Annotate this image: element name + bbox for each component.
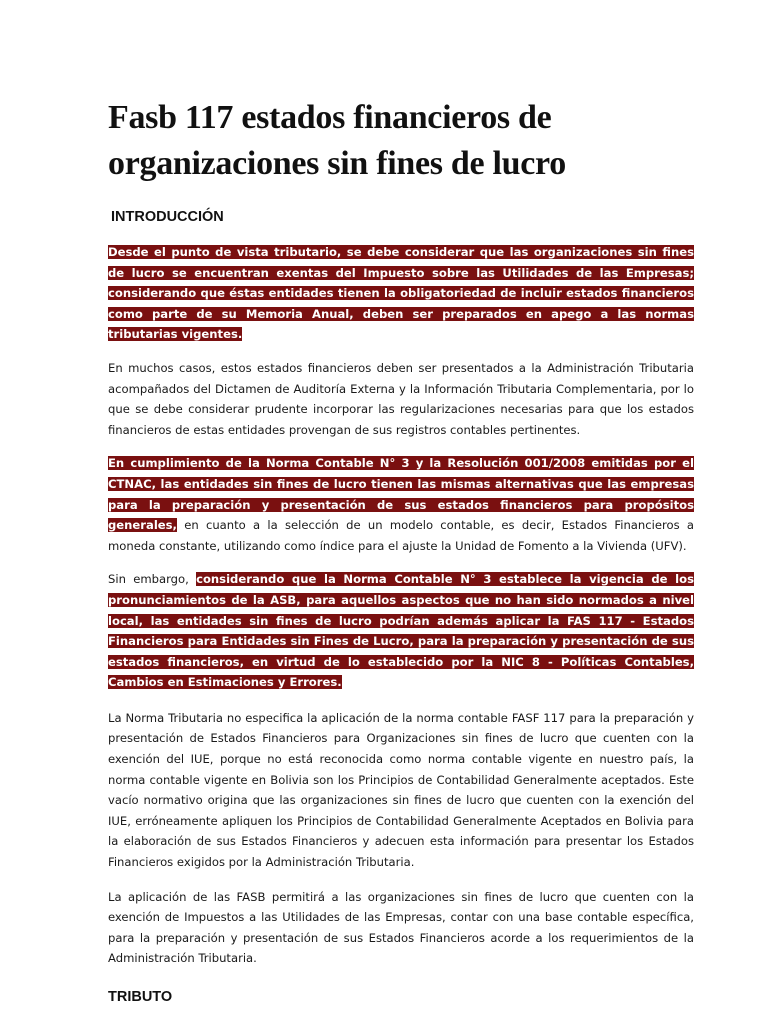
paragraph-text: Sin embargo, [108,572,197,587]
document-page [108,0,694,1005]
paragraph-5: La Norma Tributaria no especifica la aplicación de la norma contable FASF 117 para la preparación y presentación de Estados Financieros para Organizaciones sin fines de lucro que cuenten con la exención del IUE, porque no está reconocida como norma contable vigente en nuestro país, la norma contable vigente en Bolivia son los Principios de Contabilidad Generalmente aceptados. Este vacío normativo origina que las organizaciones sin fines de lucro que cuenten con la exención del IUE, erróneamente apliquen los Principios de Contabilidad Generalmente Aceptados en Bolivia para la elaboración de sus Estados Financieros y adecuen esta información para presentar los Estados Financieros exigidos por la Administración Tributaria. [108,710,694,870]
paragraph-text: en cuanto a la selección de un modelo contable, es decir, Estados Financieros a moneda constante, utilizando como índice para el ajuste la Unidad de Fomento a la Vivienda (UFV). [108,518,694,553]
document-title: Fasb 117 estados financieros de organizaciones sin fines de lucro [108,99,566,182]
section-heading-tributo: TRIBUTO [108,989,173,1005]
paragraph-3 [108,453,694,556]
highlighted-text: En cumplimiento de la Norma Contable N° 3 y la Resolución 001/2008 emitidas por el CTNAC, las entidades sin fines de lucro tienen las mismas alternativas que las empresas para la preparación y presentación de sus estados financieros para propósitos generales, [108,456,694,533]
paragraph-2: En muchos casos, estos estados financieros deben ser presentados a la Administración Tributaria acompañados del Dictamen de Auditoría Externa y la Información Tributaria Complementaria, por lo que se debe considerar prudente incorporar las regularizaciones necesarias para que los estados financieros de estas entidades provengan de sus registros contables pertinentes. [108,360,694,437]
paragraph-1 [108,242,694,345]
paragraph-6: La aplicación de las FASB permitirá a las organizaciones sin fines de lucro que cuenten con la exención de Impuestos a las Utilidades de las Empresas, contar con una base contable específica, para la preparación y presentación de sus Estados Financieros acorde a los requerimientos de la Administración Tributaria. [108,889,694,966]
section-heading-introduccion: INTRODUCCIÓN [111,209,224,225]
paragraph-4 [108,569,694,693]
highlighted-text: Desde el punto de vista tributario, se debe considerar que las organizaciones sin fines de lucro se encuentran exentas del Impuesto sobre las Utilidades de las Empresas; considerando que éstas entidades tienen la obligatoriedad de incluir estados financieros como parte de su Memoria Anual, deben ser preparados en apego a las normas tributarias vigentes. [108,245,694,342]
highlighted-text: considerando que la Norma Contable N° 3 establece la vigencia de los pronunciamientos de la ASB, para aquellos aspectos que no han sido normados a nivel local, las entidades sin fines de lucro podrían además aplicar la FAS 117 - Estados Financieros para Entidades sin Fines de Lucro, para la preparación y presentación de sus estados financieros, en virtud de lo establecido por la NIC 8 - Políticas Contables, Cambios en Estimaciones y Errores. [108,572,694,690]
